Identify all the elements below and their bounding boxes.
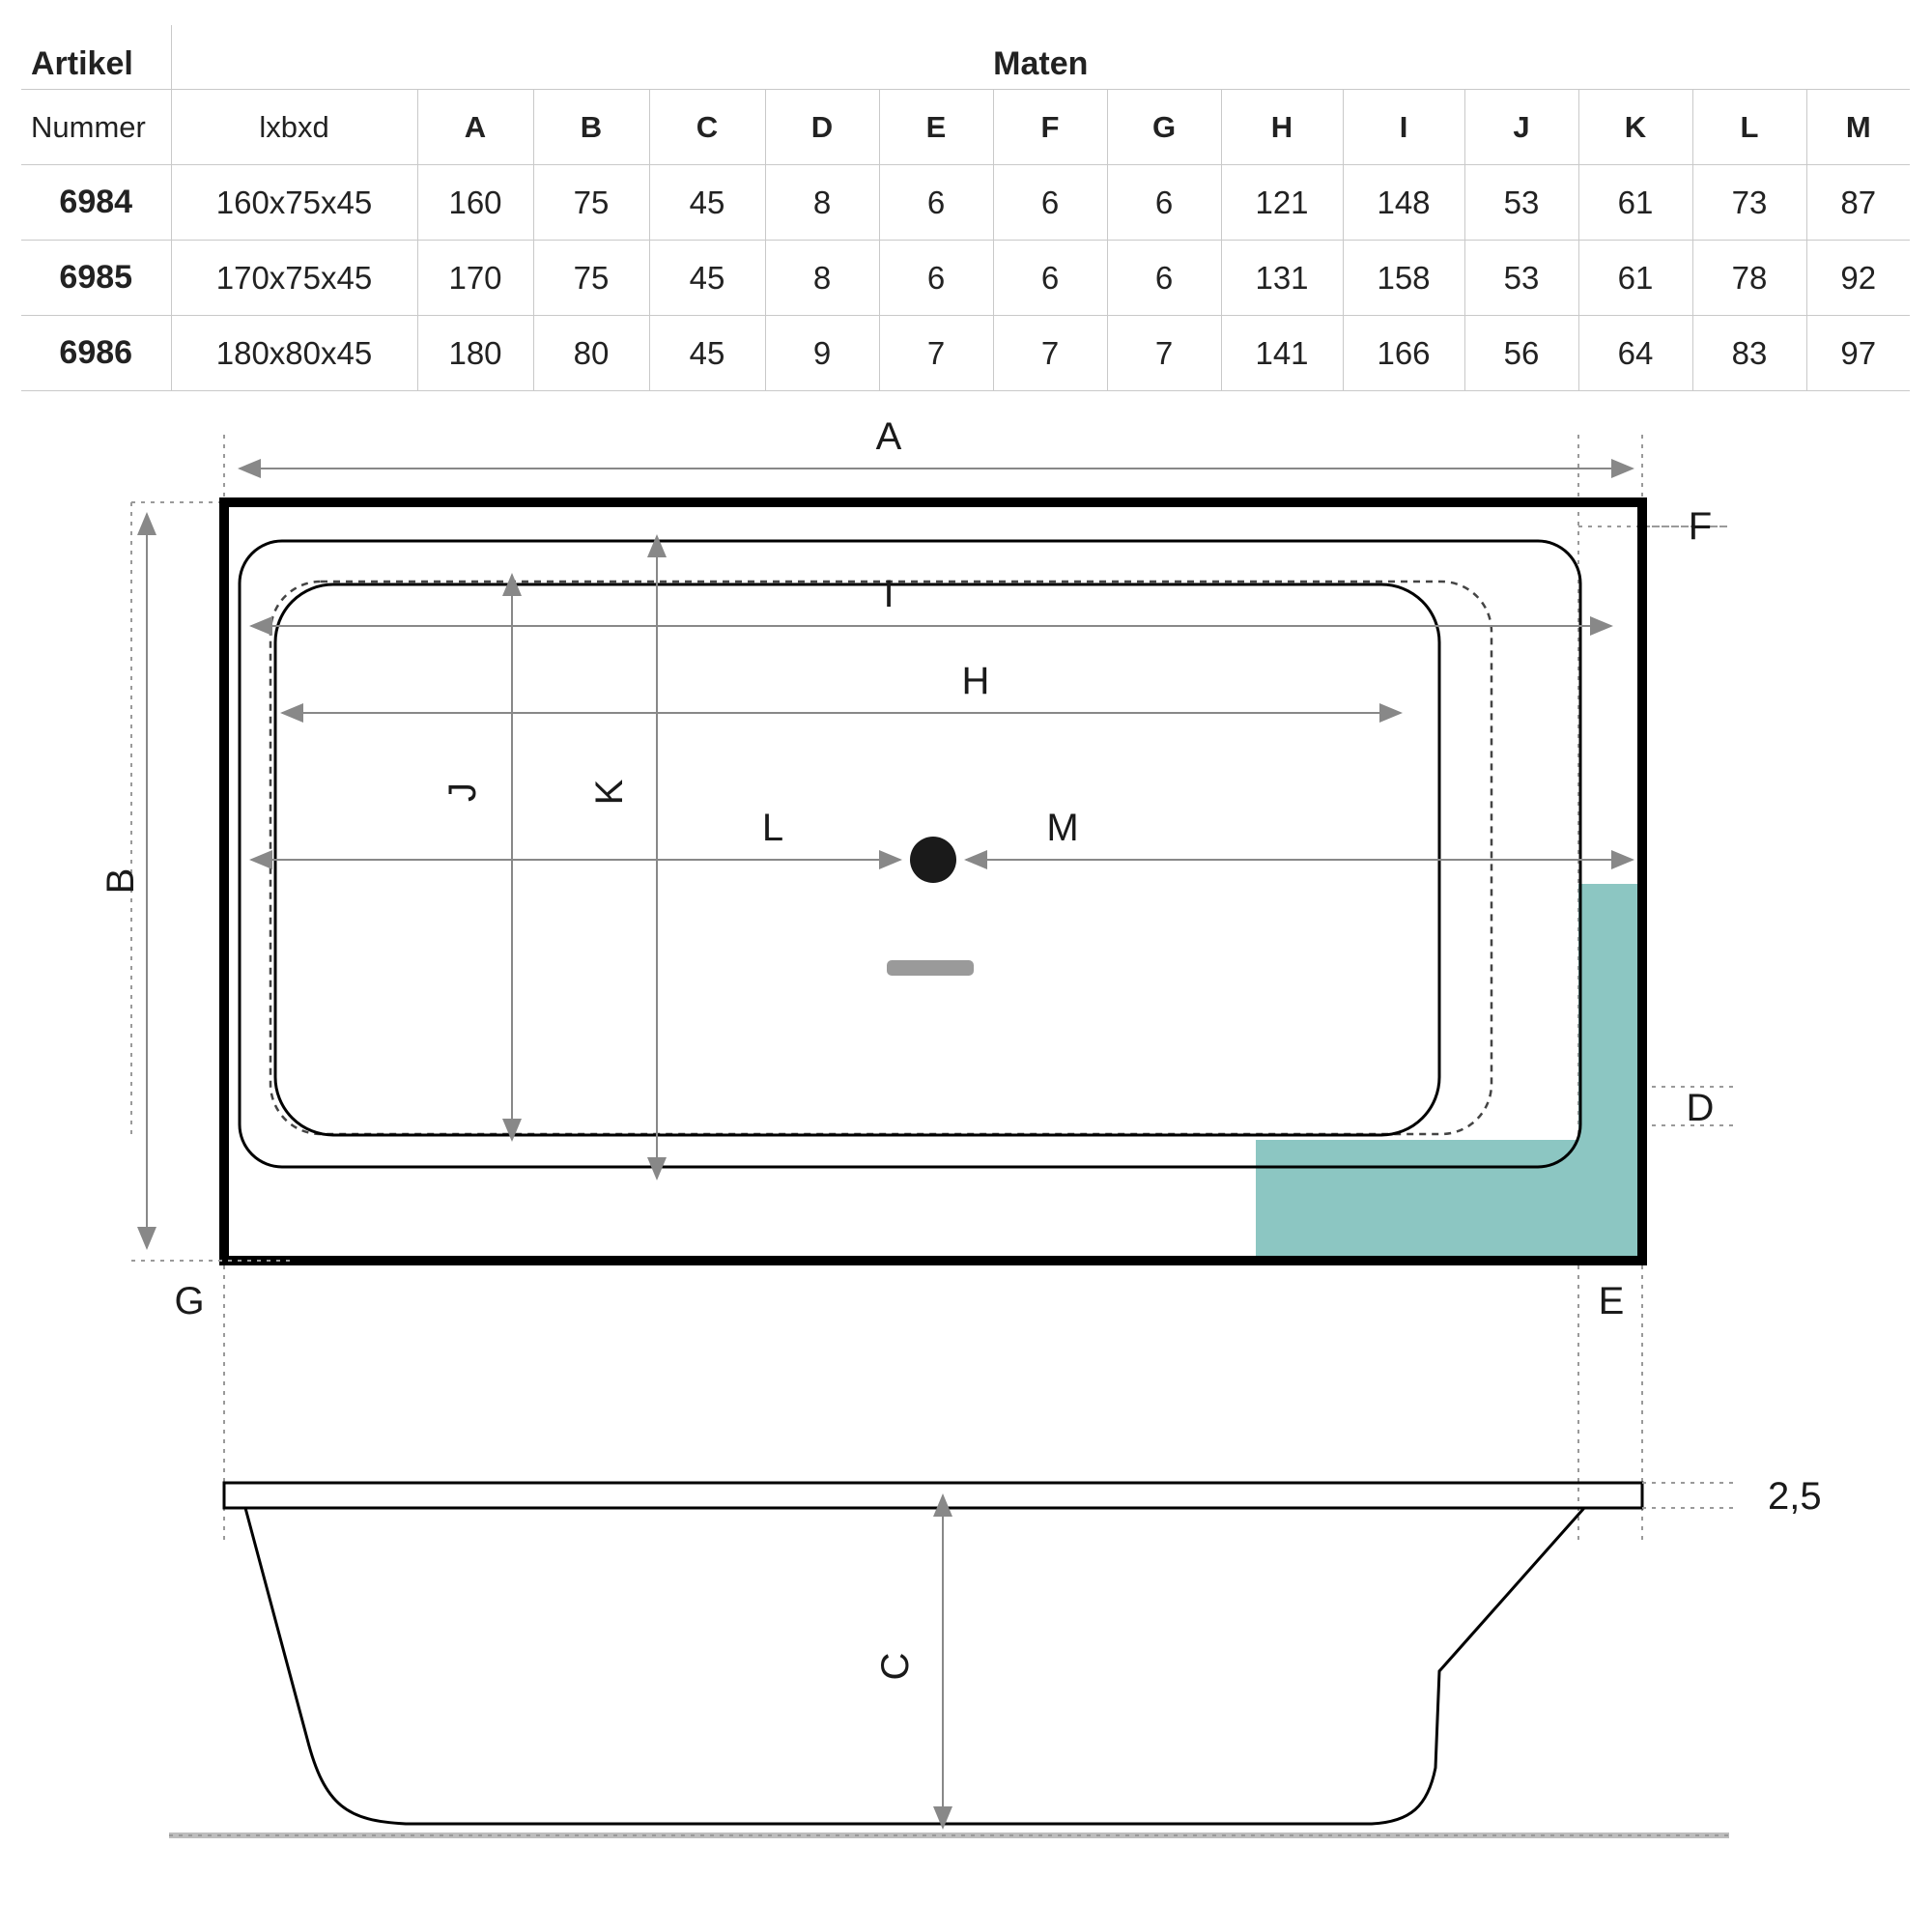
dimension-label-j: J [441, 782, 484, 802]
cell-g: 7 [1107, 316, 1221, 391]
cell-e: 6 [879, 241, 993, 316]
dimension-g [131, 1261, 290, 1322]
table-row [21, 165, 1910, 241]
cell-h: 141 [1221, 316, 1343, 391]
cell-h: 131 [1221, 241, 1343, 316]
column-header-h: H [1221, 90, 1343, 165]
dimension-l [251, 807, 900, 860]
dimension-label-c: C [874, 1652, 917, 1681]
column-header-lxbxd: lxbxd [171, 90, 417, 165]
table-group-header-row [21, 25, 1910, 90]
column-header-f: F [993, 90, 1107, 165]
cell-g: 6 [1107, 241, 1221, 316]
dimension-label-k: K [588, 779, 631, 806]
drain-hole [910, 837, 956, 883]
cell-c: 45 [649, 165, 765, 241]
cell-m: 87 [1806, 165, 1910, 241]
cell-g: 6 [1107, 165, 1221, 241]
cell-j: 53 [1464, 241, 1578, 316]
tub-rim-inner [240, 541, 1580, 1167]
top-view-group [99, 415, 1739, 1546]
teal-accent-bottom [1256, 1140, 1642, 1261]
dimension-k [588, 536, 657, 1179]
cell-i: 158 [1343, 241, 1464, 316]
cell-d: 8 [765, 165, 879, 241]
cell-b: 80 [533, 316, 649, 391]
cell-l: 78 [1692, 241, 1806, 316]
dimension-d [1687, 1087, 1715, 1129]
cell-f: 7 [993, 316, 1107, 391]
dimension-j [441, 575, 512, 1140]
dimension-label-f: F [1688, 505, 1713, 548]
dimension-label-d: D [1686, 1087, 1715, 1129]
cell-i: 148 [1343, 165, 1464, 241]
column-header-nummer: Nummer [21, 90, 171, 165]
table-row [21, 241, 1910, 316]
cell-lxbxd: 170x75x45 [171, 241, 417, 316]
cell-l: 83 [1692, 316, 1806, 391]
dimension-b [99, 514, 147, 1248]
column-header-g: G [1107, 90, 1221, 165]
dimension-h [282, 660, 1401, 713]
dimension-m [966, 807, 1633, 860]
dimension-label-i: I [883, 573, 895, 615]
column-header-j: J [1464, 90, 1578, 165]
cell-e: 7 [879, 316, 993, 391]
dimension-e [1599, 1280, 1625, 1322]
cell-a: 170 [417, 241, 533, 316]
dimension-label-h: H [961, 660, 990, 702]
cell-f: 6 [993, 165, 1107, 241]
column-header-b: B [533, 90, 649, 165]
cell-l: 73 [1692, 165, 1806, 241]
column-header-a: A [417, 90, 533, 165]
dimension-f [1689, 505, 1712, 548]
table-column-header-row [21, 90, 1910, 165]
tub-rim-side [224, 1483, 1642, 1508]
dimension-a [240, 415, 1633, 469]
dimension-label-g: G [174, 1280, 205, 1322]
table-row [21, 316, 1910, 391]
cell-k: 61 [1578, 165, 1692, 241]
overflow-slot [887, 960, 974, 976]
column-header-i: I [1343, 90, 1464, 165]
cell-lxbxd: 160x75x45 [171, 165, 417, 241]
column-header-m: M [1806, 90, 1910, 165]
dimension-label-l: L [761, 807, 784, 849]
spec-table [21, 25, 1910, 391]
dimension-label-e: E [1598, 1280, 1625, 1322]
tub-mid-contour [270, 582, 1492, 1134]
cell-k: 61 [1578, 241, 1692, 316]
column-header-l: L [1692, 90, 1806, 165]
projection-lines [131, 435, 1739, 1546]
column-header-k: K [1578, 90, 1692, 165]
cell-i: 166 [1343, 316, 1464, 391]
cell-nummer: 6986 [21, 316, 171, 391]
column-header-e: E [879, 90, 993, 165]
header-maten: Maten [171, 25, 1910, 90]
dimension-label-rim-thickness: 2,5 [1768, 1475, 1822, 1518]
cell-nummer: 6985 [21, 241, 171, 316]
column-header-d: D [765, 90, 879, 165]
side-view-group [169, 1475, 1822, 1835]
cell-h: 121 [1221, 165, 1343, 241]
cell-a: 160 [417, 165, 533, 241]
cell-f: 6 [993, 241, 1107, 316]
spec-table-container [21, 25, 1910, 391]
dimension-c [874, 1495, 943, 1828]
technical-drawing [0, 415, 1932, 1932]
cell-c: 45 [649, 241, 765, 316]
cell-a: 180 [417, 316, 533, 391]
cell-d: 9 [765, 316, 879, 391]
cell-j: 56 [1464, 316, 1578, 391]
cell-m: 97 [1806, 316, 1910, 391]
header-artikel: Artikel [21, 25, 171, 90]
cell-c: 45 [649, 316, 765, 391]
column-header-c: C [649, 90, 765, 165]
cell-e: 6 [879, 165, 993, 241]
cell-j: 53 [1464, 165, 1578, 241]
cell-b: 75 [533, 165, 649, 241]
cell-k: 64 [1578, 316, 1692, 391]
cell-lxbxd: 180x80x45 [171, 316, 417, 391]
cell-nummer: 6984 [21, 165, 171, 241]
cell-m: 92 [1806, 241, 1910, 316]
cell-b: 75 [533, 241, 649, 316]
cell-d: 8 [765, 241, 879, 316]
dimension-label-a: A [875, 415, 902, 458]
dimension-rim-thickness [1642, 1475, 1822, 1518]
dimension-label-m: M [1046, 807, 1079, 849]
dimension-label-b: B [99, 867, 142, 895]
